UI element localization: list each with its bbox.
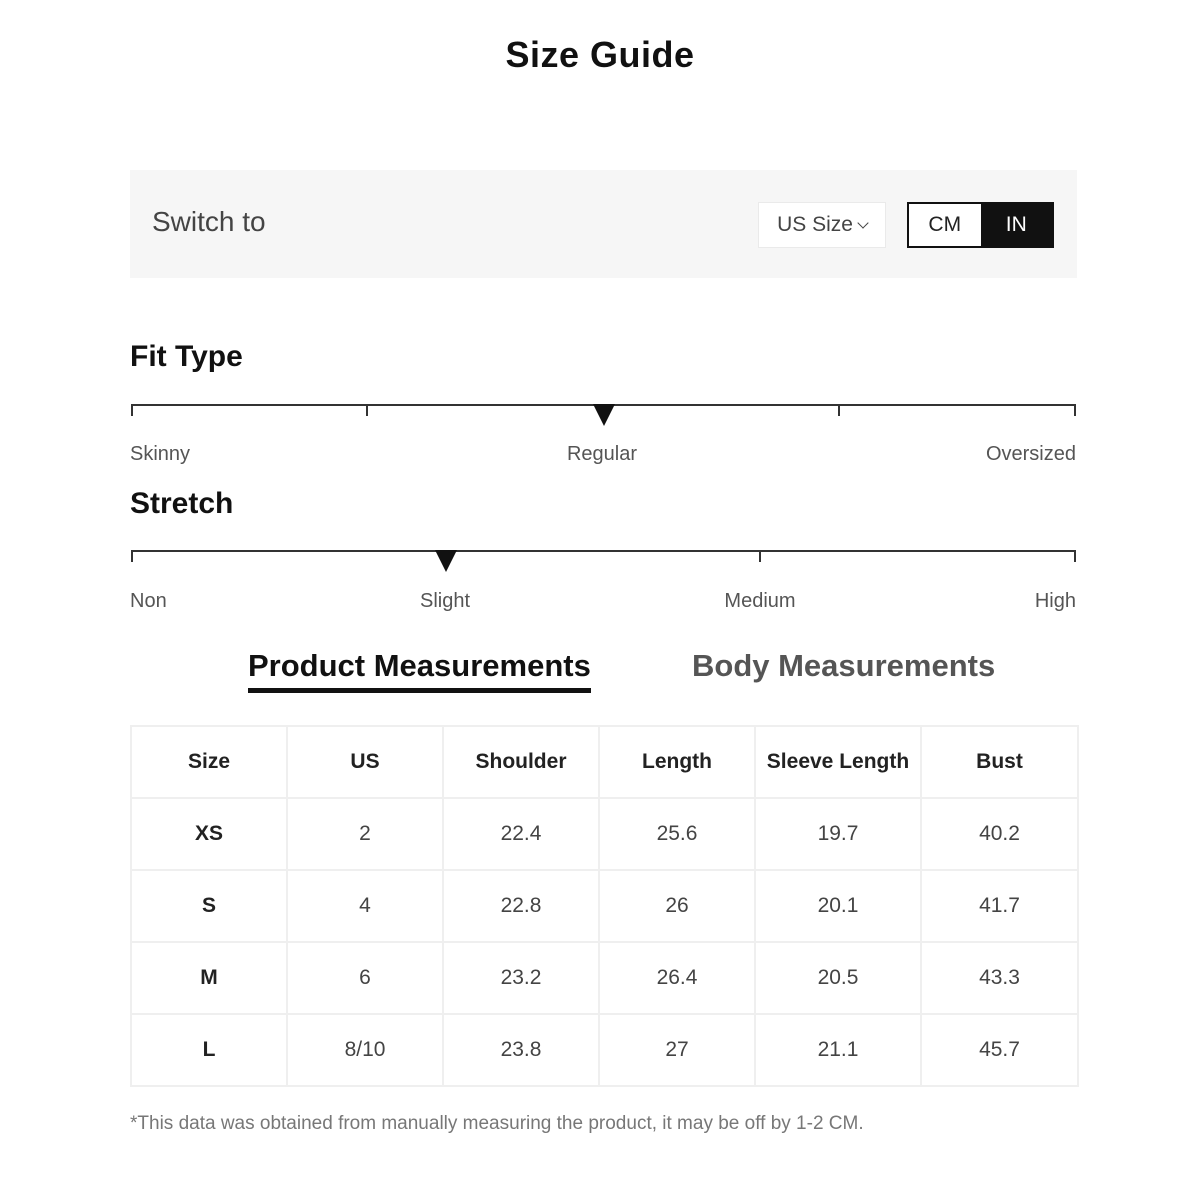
stretch-tick bbox=[131, 550, 133, 562]
table-cell: 45.7 bbox=[921, 1014, 1078, 1086]
table-cell: 43.3 bbox=[921, 942, 1078, 1014]
measurement-tabs bbox=[130, 648, 1077, 698]
table-cell: L bbox=[131, 1014, 287, 1086]
active-tab-underline bbox=[248, 688, 591, 693]
footnote: *This data was obtained from manually measuring the product, it may be off by 1-2 CM. bbox=[130, 1113, 864, 1134]
stretch-tick bbox=[1074, 550, 1076, 562]
table-cell: 27 bbox=[599, 1014, 755, 1086]
size-system-value: US Size bbox=[777, 213, 853, 236]
tab-product-measurements[interactable] bbox=[248, 648, 591, 684]
switch-bar bbox=[130, 170, 1077, 278]
table-row bbox=[131, 870, 1078, 942]
table-cell: 6 bbox=[287, 942, 443, 1014]
table-header-cell: Sleeve Length bbox=[755, 726, 921, 798]
table-header-cell: Length bbox=[599, 726, 755, 798]
table-header-cell: Bust bbox=[921, 726, 1078, 798]
table-cell: 2 bbox=[287, 798, 443, 870]
stretch-marker-icon bbox=[435, 550, 457, 572]
switch-label: Switch to bbox=[152, 206, 266, 237]
table-cell: 4 bbox=[287, 870, 443, 942]
table-cell: 20.5 bbox=[755, 942, 921, 1014]
stretch-label-slight: Slight bbox=[419, 590, 471, 612]
stretch-label-medium: Medium bbox=[724, 590, 796, 612]
page-title: Size Guide bbox=[505, 34, 695, 75]
table-cell: XS bbox=[131, 798, 287, 870]
fit-type-heading: Fit Type bbox=[130, 340, 243, 373]
fit-type-tick bbox=[366, 404, 368, 416]
tab-body-measurements[interactable] bbox=[692, 648, 995, 684]
fit-type-label-regular: Regular bbox=[566, 443, 638, 465]
table-header-cell: Size bbox=[131, 726, 287, 798]
table-cell: 25.6 bbox=[599, 798, 755, 870]
table-cell: M bbox=[131, 942, 287, 1014]
table-row bbox=[131, 798, 1078, 870]
chevron-down-icon bbox=[857, 217, 868, 228]
stretch-heading: Stretch bbox=[130, 487, 234, 520]
unit-in-button[interactable]: IN bbox=[981, 204, 1053, 246]
size-system-select[interactable] bbox=[758, 202, 886, 248]
table-cell: 23.8 bbox=[443, 1014, 599, 1086]
stretch-label-high: High bbox=[1034, 590, 1076, 612]
table-cell: 26.4 bbox=[599, 942, 755, 1014]
table-cell: 21.1 bbox=[755, 1014, 921, 1086]
fit-type-scale bbox=[131, 404, 1076, 444]
stretch-scale bbox=[131, 550, 1076, 590]
table-row bbox=[131, 1014, 1078, 1086]
table-row bbox=[131, 942, 1078, 1014]
fit-type-tick bbox=[838, 404, 840, 416]
table-cell: 22.8 bbox=[443, 870, 599, 942]
stretch-scale-line bbox=[131, 550, 1076, 552]
size-table bbox=[130, 725, 1079, 1087]
fit-type-label-skinny: Skinny bbox=[130, 443, 191, 465]
table-cell: 23.2 bbox=[443, 942, 599, 1014]
fit-type-tick bbox=[131, 404, 133, 416]
stretch-tick bbox=[759, 550, 761, 562]
table-cell: 22.4 bbox=[443, 798, 599, 870]
table-cell: 19.7 bbox=[755, 798, 921, 870]
table-cell: 41.7 bbox=[921, 870, 1078, 942]
table-cell: 8/10 bbox=[287, 1014, 443, 1086]
unit-cm-button[interactable]: CM bbox=[909, 204, 981, 246]
table-cell: 20.1 bbox=[755, 870, 921, 942]
unit-toggle bbox=[907, 202, 1054, 248]
table-header-row bbox=[131, 726, 1078, 798]
tab-label: Body Measurements bbox=[692, 648, 996, 683]
fit-type-label-oversized: Oversized bbox=[985, 443, 1076, 465]
table-cell: 26 bbox=[599, 870, 755, 942]
fit-type-marker-icon bbox=[593, 404, 615, 426]
table-header-cell: Shoulder bbox=[443, 726, 599, 798]
table-cell: 40.2 bbox=[921, 798, 1078, 870]
fit-type-tick bbox=[1074, 404, 1076, 416]
table-cell: S bbox=[131, 870, 287, 942]
tab-label: Product Measurements bbox=[248, 648, 591, 683]
table-header-cell: US bbox=[287, 726, 443, 798]
stretch-label-non: Non bbox=[130, 590, 167, 612]
